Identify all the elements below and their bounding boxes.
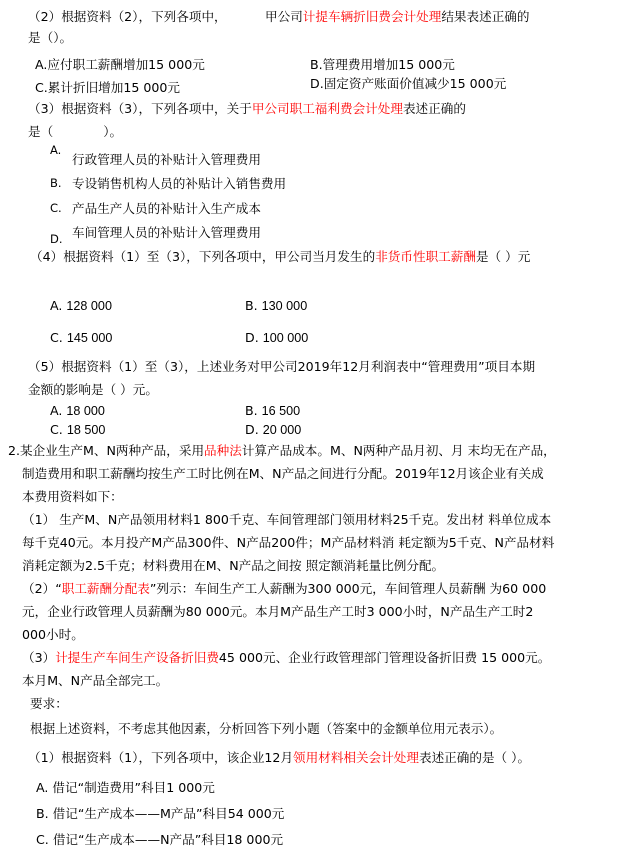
q2-1-option-a[interactable]: [36, 780, 215, 795]
q1-5-option-d[interactable]: [245, 422, 301, 438]
q1-4-stem-part-c: 是（ ）元: [475, 249, 531, 264]
q1-2-option-d-label: D.: [310, 76, 324, 91]
q2-require-label: 要求：: [30, 696, 68, 711]
question-1-4-stem: [30, 249, 530, 264]
q1-5-option-a-text: 18 000: [66, 404, 105, 418]
q2-1-stem-highlight: 领用材料相关会计处理: [293, 750, 419, 765]
q1-2-stem-company: [265, 9, 529, 24]
q1-4-option-d-label: D.: [245, 330, 259, 345]
question-2-1-stem: [28, 750, 530, 765]
q1-2-stem-part-a: （2）根据资料（2），下列各项中，: [28, 9, 227, 24]
q2-wage-line2: 元，企业行政管理人员薪酬为80 000元。本月M产品生产工时3 000小时，N产品生产工时2: [22, 604, 534, 619]
q1-4-option-a-text: 128 000: [66, 299, 112, 313]
q1-5-option-b[interactable]: [245, 403, 300, 419]
q1-2-option-c[interactable]: [35, 80, 180, 95]
q1-5-option-d-label: D.: [245, 422, 259, 437]
q1-4-stem-part-a: （4）根据资料（1）至（3），下列各项中，甲公司当月发生的: [30, 249, 376, 264]
q1-5-option-c[interactable]: [50, 422, 105, 438]
question-1-3-stem-line2: [28, 124, 122, 139]
question-1-3-stem-line1: [28, 101, 466, 116]
q1-5-option-d-text: 20 000: [262, 423, 302, 437]
q1-3-option-b-label[interactable]: B.: [50, 176, 62, 190]
q1-4-option-b[interactable]: [245, 298, 307, 314]
q2-wage-highlight: 职工薪酬分配表: [61, 581, 150, 596]
q1-2-option-d-text: 固定资产账面价值减少15 000元: [323, 76, 507, 91]
q1-3-option-c-label[interactable]: C.: [50, 201, 62, 215]
question-1-5-stem-line2: 金额的影响是（ ）元。: [28, 382, 158, 397]
q1-5-option-b-label: B.: [245, 403, 258, 418]
q2-intro-part-b: 计算产品成本。M、N两种产品月初、月 末均无在产品，: [241, 443, 556, 458]
q2-wage-part-a: （2）“: [22, 581, 62, 596]
question-2-number: 2.: [8, 443, 21, 458]
q1-5-option-a-label: A.: [50, 403, 63, 418]
q1-3-option-d-text[interactable]: 车间管理人员的补贴计入管理费用: [72, 225, 261, 240]
q1-3-stem-part-a: （3）根据资料（3），下列各项中，关于: [28, 101, 252, 116]
q1-2-option-c-text: 累计折旧增加15 000元: [47, 80, 181, 95]
q1-4-option-c-label: C.: [50, 330, 63, 345]
q2-1-stem-part-c: 表述正确的是（ ）。: [418, 750, 531, 765]
q1-5-option-c-text: 18 500: [66, 423, 106, 437]
q1-4-option-d-text: 100 000: [262, 331, 309, 345]
question-1-2-stem-line2: 是（）。: [28, 30, 73, 45]
q2-depreciation-line2: 本月M、N产品全部完工。: [22, 673, 169, 688]
q2-wage-line3: 000小时。: [22, 627, 84, 642]
q1-4-option-c[interactable]: [50, 330, 112, 346]
q1-4-option-a[interactable]: [50, 298, 112, 314]
q2-1-option-c[interactable]: [36, 832, 283, 847]
question-2-stem-line3: 本费用资料如下：: [22, 489, 123, 504]
q1-5-option-c-label: C.: [50, 422, 63, 437]
q1-2-option-a[interactable]: [35, 57, 205, 72]
q1-2-stem-part-c: 结果表述正确的: [441, 9, 530, 24]
q2-1-option-a-label: A.: [36, 780, 49, 795]
q1-3-stem-highlight: 甲公司职工福利费会计处理: [251, 101, 403, 116]
q2-dep-part-a: （3）: [22, 650, 56, 665]
q1-4-option-c-text: 145 000: [66, 331, 113, 345]
q2-1-option-b[interactable]: [36, 806, 284, 821]
q2-1-stem-part-a: （1）根据资料（1），下列各项中，该企业12月: [28, 750, 294, 765]
q1-2-option-a-text: 应付职工薪酬增加15 000元: [47, 57, 205, 72]
q2-material-line3: 消耗定额为2.5千克；材料费用在M、N产品之间按 照定额消耗量比例分配。: [22, 558, 445, 573]
q1-4-option-b-text: 130 000: [261, 299, 308, 313]
q2-depreciation-line1: [22, 650, 550, 665]
q1-5-option-a[interactable]: [50, 403, 105, 419]
q1-2-option-b-text: 管理费用增加15 000元: [322, 57, 455, 72]
q1-3-option-a-text[interactable]: 行政管理人员的补贴计入管理费用: [72, 152, 261, 167]
q1-3-option-c-text[interactable]: 产品生产人员的补贴计入生产成本: [72, 201, 261, 216]
q1-3-option-d-label[interactable]: D.: [50, 232, 63, 246]
q2-material-line1: （1） 生产M、N产品领用材料1 800千克、车间管理部门领用材料25千克。发出材 料单位成本: [22, 512, 552, 527]
q1-3-stem-part-c: 表述正确的: [402, 101, 466, 116]
q2-1-option-b-label: B.: [36, 806, 49, 821]
q1-4-option-d[interactable]: [245, 330, 308, 346]
q1-2-option-b[interactable]: [310, 57, 455, 72]
q2-require-text: 根据上述资料，不考虑其他因素，分析回答下列小题（答案中的金额单位用元表示）。: [30, 721, 503, 736]
q1-2-stem-highlight: 计提车辆折旧费会计处理: [302, 9, 442, 24]
q2-intro-highlight: 品种法: [204, 443, 242, 458]
question-2-stem-line1: [8, 443, 556, 458]
q1-3-option-a-label[interactable]: A.: [50, 143, 62, 157]
question-2-stem-line2: 制造费用和职工薪酬均按生产工时比例在M、N产品之间进行分配。2019年12月该企业有关成: [22, 466, 544, 481]
q1-2-option-a-label: A.: [35, 57, 48, 72]
q1-2-stem-part-b: 甲公司: [265, 9, 303, 24]
q2-1-option-a-text: 借记“制造费用”科目1 000元: [52, 780, 215, 795]
q2-dep-part-b: 45 000元、企业行政管理部门管理设备折旧费 15 000元。: [218, 650, 551, 665]
q2-1-option-b-text: 借记“生产成本——M产品”科目54 000元: [52, 806, 285, 821]
q1-3-option-b-text[interactable]: 专设销售机构人员的补贴计入销售费用: [72, 176, 287, 191]
q2-1-option-c-label: C.: [36, 832, 49, 847]
q1-3-stem-line2-b: ）。: [103, 124, 123, 139]
q2-material-line2: 每千克40元。本月投产M产品300件、N产品200件；M产品材料消 耗定额为5千克、N产品材料: [22, 535, 555, 550]
q1-5-option-b-text: 16 500: [261, 404, 301, 418]
q2-wage-part-b: ”列示：车间生产工人薪酬为300 000元，车间管理人员薪酬 为60 000: [149, 581, 547, 596]
q2-1-option-c-text: 借记“生产成本——N产品”科目18 000元: [52, 832, 284, 847]
q1-4-option-b-label: B.: [245, 298, 258, 313]
question-1-2-stem-line1: [28, 9, 227, 24]
q1-2-option-c-label: C.: [35, 80, 48, 95]
q2-wage-line1: [22, 581, 546, 596]
q1-2-option-d[interactable]: [310, 76, 506, 91]
q1-2-option-b-label: B.: [310, 57, 323, 72]
question-1-5-stem-line1: （5）根据资料（1）至（3），上述业务对甲公司2019年12月利润表中“管理费用”项目本期: [28, 359, 536, 374]
q1-4-stem-highlight: 非货币性职工薪酬: [375, 249, 476, 264]
q2-intro-part-a: 某企业生产M、N两种产品，采用: [20, 443, 205, 458]
q2-dep-highlight: 计提生产车间生产设备折旧费: [55, 650, 219, 665]
q1-4-option-a-label: A.: [50, 298, 63, 313]
q1-3-stem-line2-a: 是（: [28, 124, 54, 139]
